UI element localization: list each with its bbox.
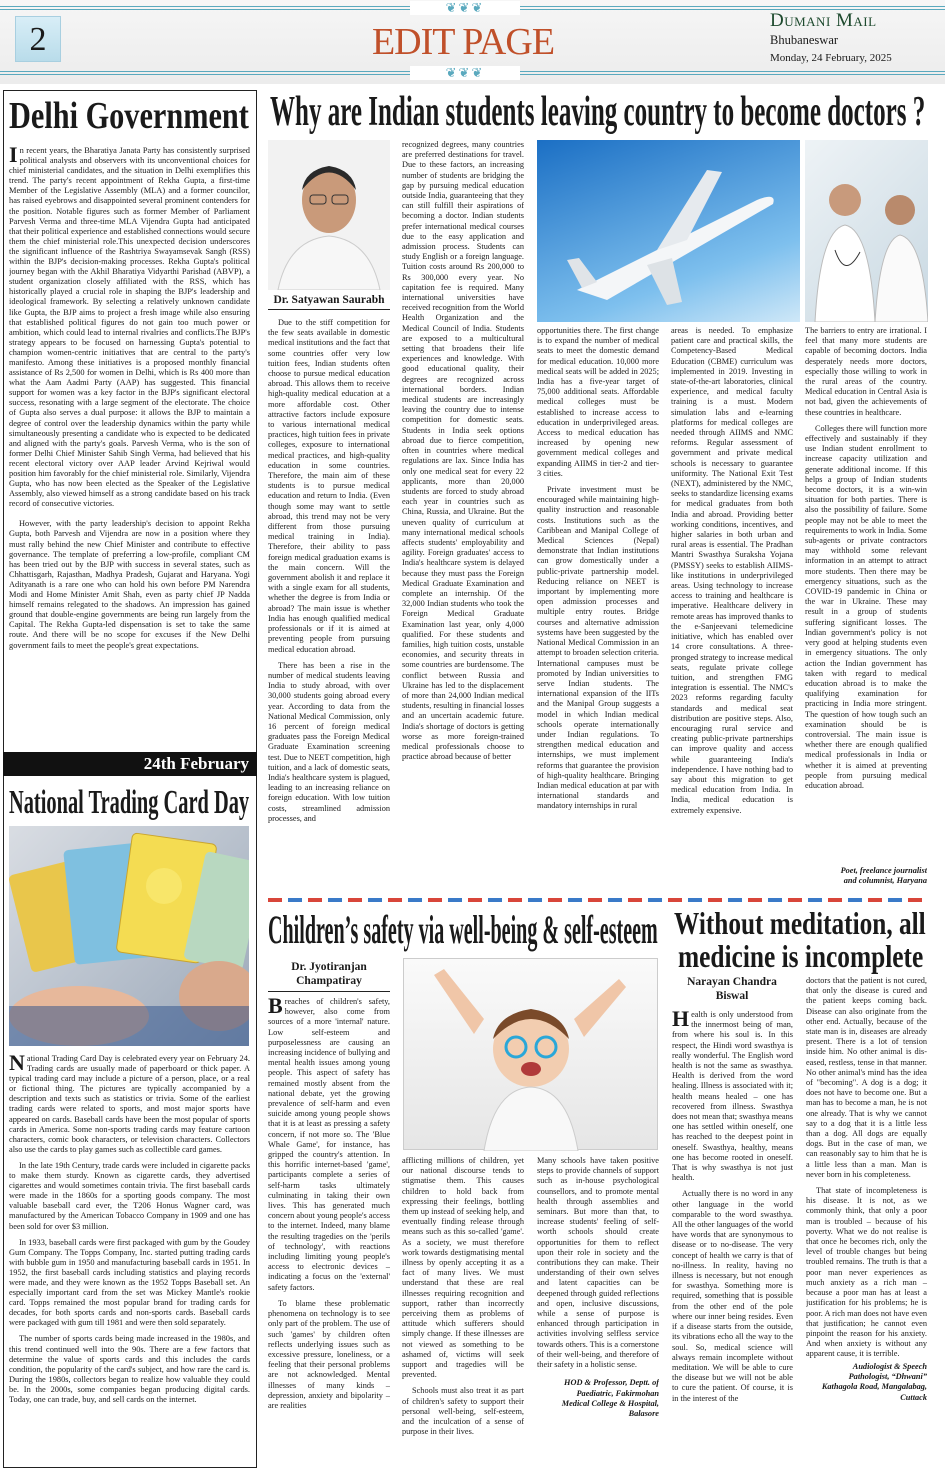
paragraph: doctors that the patient is not cured, that only the disease is cured and the patient keeps coming back. Disease can also originate from the other end. Actually, because of the state man is in, diseases are already present. There is a lot of tension inside him. No other animal is dis-eased, restless, tense in that manner. No other animal's mind has the idea of "becoming". A dog is a dog; it does not have to become one. But a man has to become a man, he is not one already. That is why we cannot say to a dog that it is a little less than a dog. All dogs are equally dogs. But in the case of man, we can reasonably say to him that he is a little less than a man. Man is never born in his completeness. xyxy=(806,976,927,1179)
edition-city: Bhubaneswar xyxy=(770,33,839,47)
meditation-signature xyxy=(806,1362,927,1404)
drop-cap: B xyxy=(268,997,283,1018)
author-line: Dr. Jyotiranjan xyxy=(291,961,367,973)
edition-date: Monday, 24 February, 2025 xyxy=(770,52,892,64)
airplane-image xyxy=(537,140,800,322)
signature-line: Poet, freelance journalist xyxy=(840,866,927,875)
meditation-headline-line-2: medicine is incomplete xyxy=(678,938,924,974)
doctors-headline: Why are Indian students leaving country to become doctors ? xyxy=(270,89,926,135)
trading-cards-photo xyxy=(9,826,249,1046)
paragraph: Actually there is no word in any other language in the world comparable to the word swasthya. All the other languages of the world have words that are synonymous to disease or to no-disease. The very concept of health we carry is that of no-illness. In reality, having no illness is necessary, but not enough for swasthya. Something more is required, something that is possible from the other end of the pole where our inner being resides. Even if a disease starts from the outside, its vibrations echo all the way to the soul. So, medical science will always remain incomplete without meditation. We will be able to cure the disease but we will not be able to cure the patient. Of course, it is in the interest of the xyxy=(672,1189,793,1403)
delhi-headline: Delhi Government xyxy=(9,95,249,137)
paragraph: Schools must also treat it as part of children's safety to support their personal well-being, self-esteem, and the inculcation of a sense of purpose in their lives. xyxy=(402,1386,524,1437)
paragraph: To blame these problematic phenomena on technology is to see only part of the problem. The use of such 'games' by children often reflects underlying issues such as excessive pressure, loneliness, or a feeling that their personal problems are not acknowledged. Mental illnesses of many kinds – depression, anxiety and bipolarity – are realities xyxy=(268,1298,390,1410)
doctors-column-3 xyxy=(537,326,659,890)
children-author xyxy=(268,960,390,988)
paragraph: Colleges there will function more effectively and sustainably if they use Indian student enrollment to increase capacity utilization and generate additional income. If this helps a group of Indian students become doctors, it is a win-win situation for both parties. There is also the possibility of failure. Some people may not be able to meet the requirements to work in India. Some sub-agents or private contractors may withhold some relevant information in an attempt to attract more students. Then there may be emergency situations, such as the COVID-19 pandemic in China or the war in Ukraine. These may result in a group of students suffering significant losses. The Indian government's policy is not very good at helping students even in emergency situations. The only action the Indian government has taken with regard to medical education abroad is to make the qualifying examination for practicing in India more stringent. The question of how tough such an examination should be is controversial. The main issue is whether there are enough qualified medical professionals in India or whether it is aimed at preventing people from pursuing medical education abroad. xyxy=(805,423,927,790)
doctors-signature xyxy=(805,866,927,892)
drop-cap: I xyxy=(9,146,18,167)
meditation-column-2 xyxy=(806,976,927,1466)
signature-line: Balasore xyxy=(628,1409,659,1419)
paragraph: In recent years, the Bharatiya Janata Party has consistently surprised political analysts and observers with its unconventional choices for chief ministerial candidates, and the situation in Delhi exemplifies this trend. The party's recent appointment of Rekha Gupta, a first-time Member of the Legislative Assembly (MLA) and a former councilor, has raised eyebrows and disappointed several prominent contenders for the position. Notable figures such as former Member of Parliament Parvesh Verma and three-time MLA Vijendra Gupta had anticipated that their political experience and established connections would secure them the chief ministerial role.This unexpected decision underscores the significant influence of the Rashtriya Swayamsevak Sangh (RSS) within the BJP's decision-making processes. Rekha Gupta's political journey began with the Akhil Bharatiya Vidyarthi Parishad (ABVP), a student organization closely affiliated with the RSS, which has historically played a crucial role in shaping the BJP's leadership and ideological framework. By selecting a relatively unknown candidate like Gupta, the BJP aims to project a fresh image while also ensuring that established political figures do not gain too much power or ambition, which could lead to internal rivalries and conflicts.The BJP's strategy appears to be focused on harnessing Gupta's potential to champion women-centric initiatives that are central to the party's manifesto. Among these initiatives is a proposed monthly financial assistance of Rs 2,500 for women in Delhi, which is Rs 400 more than what the Aam Aadmi Party (AAP) has suggested. This financial support for women was a key factor in the BJP's significant electoral success, resonating with a large segment of the electorate. The choice of Gupta also serves a dual purpose: it allows the BJP to maintain a degree of control over the leadership dynamics within the party while simultaneously presenting a candidate who is expected to be dedicated and aligned with the party's goals. Parvesh Verma, who is the son of former Delhi Chief Minister Sahib Singh Verma, had believed that his recent electoral victory over AAP leader Arvind Kejriwal would position him favorably for the chief ministerial role. Similarly, Vijendra Gupta, who has now been elected as the Speaker of the Legislative Assembly, also viewed himself as a strong candidate based on his track record of consecutive victories. xyxy=(9,146,250,509)
paragraph: Breaches of children's safety, however, also come from sources of a more 'internal' nature. Low self-esteem and purposelessness are causing an increasing incidence of bullying and mental health issues among young people. This aspect of safety has remained mostly absent from the national debate, yet the growing prevalence of self-harm and even suicide among young people shows that it is at least as pressing a safety concern, if not more so. The 'Blue Whale Game', for instance, has gripped the country's attention. In this horrific internet-based 'game', participants complete a series of self-harm tasks ultimately culminating in taking their own lives. This has generated much concern about young people's access to the internet. Indeed, many blame the resulting tragedies on the 'perils of technology', with reactions including limiting young people's access to electronic devices – indicating a focus on the 'external' safety factors. xyxy=(268,997,390,1292)
divider xyxy=(268,991,390,992)
newspaper-brand: Dumani Mail xyxy=(770,10,877,31)
date-banner: 24th February xyxy=(3,752,257,776)
paragraph: Many schools have taken positive steps to provide channels of support such as in-house psychological counsellors, and to promote mental health through assemblies and seminars. But more than that, to increase students' feeling of self-worth schools should create opportunities for them to reflect upon their role in society and the contributions they can make. Their understanding of their own selves and latent capacities can be deepened through guided reflections and open, inclusive discussions, while a sense of purpose is enhanced through participation in activities involving selfless service towards others. This is a cornerstone of their well-being, and therefore of their safety in a holistic sense. xyxy=(537,1156,659,1370)
airmail-divider xyxy=(268,898,928,902)
doctors-author: Dr. Satyawan Saurabh xyxy=(273,294,385,306)
doctors-column-2 xyxy=(402,140,524,890)
paragraph: In 1933, baseball cards were first packaged with gum by the Goudey Gum Company. The Topps Company, Inc. started putting trading cards with bubble gum in 1950 and manufacturing baseball cards in 1951. In 1952, the first baseball cards including statistics and playing records were made, and they were known as the 1952 Topps Baseball set. An especially important card from the set was Mickey Mantle's rookie card. Topps remained the most popular brand for trading cards for decades, for both sports cards and non-sports cards. Baseball cards were packaged with gum till 1981 and were then sold separately. xyxy=(9,1237,250,1328)
paragraph: In the late 19th Century, trade cards were included in cigarette packs to make them sturdy. Known as cigarette cards, they advertised cigarettes and would sometimes contain trivia. The first baseball cards were made in the 1860s for a sporting goods company. The most valuable baseball card ever, the T206 Honus Wagner card, was manufactured by the American Tobacco Company in 1909 and one has been sold for over $3 million. xyxy=(9,1160,250,1231)
author-photo xyxy=(268,140,390,290)
children-column-3 xyxy=(537,1156,659,1465)
signature-line: HOD & Professor, Deptt. of xyxy=(564,1378,659,1388)
ornament-icon: ❦❦❦ xyxy=(410,1,520,15)
signature-line: Medical College & Hospital, xyxy=(561,1399,659,1409)
children-signature xyxy=(537,1378,659,1420)
children-column-1 xyxy=(268,997,390,1465)
doctors-column-5 xyxy=(805,326,927,866)
happy-child-photo xyxy=(403,958,658,1150)
paragraph: recognized degrees, many countries are preferred destinations for travel. Due to these factors, an increasing number of students are bridging the gap by pursuing medical education outside India, guaranteeing that they can still fulfill their aspirations of becoming a doctor. Indian students prefer international medical courses due to the easy application and admission process. Students can study English or a foreign language. Tuition costs around Rs 200,000 to Rs 300,000 every year. No capitation fee is required. Many international universities have received recognition from the World Health Organization and the Medical Council of India. Students are exposed to a multicultural setting that broadens their life experiences and knowledge. With good educational quality, their degrees are recognized across international borders. Indian medical students are increasingly leaving the country due to intense competition for domestic seats. Students in India seek options abroad due to fierce competition, often in countries where medical regulations are lax. Since India has only one medical seat for every 22 applicants, more than 20,000 students are forced to study abroad each year in countries such as China, Russia, and Ukraine. But the uneven quality of curriculum at many international medical schools affects students' employability and agility. Foreign graduates' access to India's healthcare system is delayed because they must pass the Foreign Medical Graduate Examination and complete an internship. Of the 32,000 Indian students who took the Foreign Medical Graduate Examination last year, only 4,000 qualified. For these students and families, high tuition costs, unstable economies, and security threats in some countries are burdensome. The conflict between Russia and Ukraine has led to the displacement of more than 24,000 Indian medical students, resulting in financial losses and an uncertain academic future. India's shortage of doctors is getting worse as more foreign-trained medical professionals choose to practice abroad because of better xyxy=(402,140,524,762)
signature-line: Paediatric, Fakirmohan xyxy=(576,1388,659,1398)
delhi-article-body xyxy=(9,146,250,744)
meditation-column-1 xyxy=(672,1010,793,1465)
paragraph: There has been a rise in the number of medical students leaving India to study abroad, with over 30,000 students going abroad every year. According to data from the National Medical Commission, only 16 percent of foreign medical graduates pass the Foreign Medical Graduate Examination screening test. Due to NEET competition, high tuition, and a lack of domestic seats, India's healthcare system is plagued, leading to an increasing reliance on foreign education. With low tuition costs, streamlined admission processes, and xyxy=(268,660,390,823)
paragraph: afflicting millions of children, yet our national discourse tends to stigmatise them. This causes children to hold back from expressing their feelings, bottling them up instead of seeking help, and eventually finding release through means such as this so-called 'game'. As a society, we must therefore work towards destigmatising mental illness by openly accepting it as a fact of many lives. We must understand that these are real illnesses requiring recognition and support, rather than incorrectly perceiving them as problems of attitude which sufferers should simply change. If these illnesses are not viewed as something to be ashamed of, victims will seek support and tragedies will be prevented. xyxy=(402,1156,524,1380)
signature-line: Pathologist, “Dhwani” xyxy=(848,1371,927,1381)
trading-cards-image xyxy=(9,826,249,1046)
author-line: Narayan Chandra xyxy=(687,976,777,988)
signature-line: Audiologist & Speech xyxy=(852,1361,927,1371)
author-portrait-image xyxy=(268,140,390,290)
drop-cap: N xyxy=(9,1054,25,1075)
page-number: 2 xyxy=(15,16,61,62)
airplane-photo xyxy=(537,140,800,322)
paragraph: areas is needed. To emphasize patient care and practical skills, the Competency-Based Medical Education (CBME) curriculum was implemented in 2019. Investing in state-of-the-art laboratories, clinical experience, and medical faculty training is a must. Modern simulation labs and e-learning platforms for medical colleges are needed through AIIMS and NMC reforms. Regular assessment of government and private medical schools is necessary to guarantee uniformity. The National Exit Test (NEXT), administered by the NMC, seeks to standardize licensing exams for medical graduates from both India and abroad. Providing better working conditions, incentives, and higher salaries in both urban and rural areas is essential. The Pradhan Mantri Swasthya Suraksha Yojana (PMSSY) seeks to establish AIIMS-like institutions in underprivileged areas. Using technology to increase access to training and healthcare is imperative. Healthcare delivery in remote areas has improved thanks to the e-Sanjeevani telemedicine initiative, which has enabled over 14 crore consultations. A three-pronged strategy to increase medical seats, regulate private college tuition, and strengthen FMG integration is essential. The NMC's 2023 reforms regarding faculty standards and medical seat distribution are positive steps. Also, encouraging rural service and creating public-private partnerships can improve quality and access while guaranteeing India's independence. I have nothing bad to say about this migration to get medical education from India. In India, medical education is extremely expensive. xyxy=(671,326,793,815)
author-line: Champatiray xyxy=(296,975,362,987)
author-line: Biswal xyxy=(715,990,749,1002)
card-day-article-body xyxy=(9,1054,250,1462)
paragraph: That state of incompleteness is his disease. It is not, as we commonly think, that only a poor man is troubled – because of his poverty. What we do not realise is that once he becomes rich, only the level of trouble changes but being troubled remains. The truth is that a poor man never experiences as much anxiety as a rich man – because a poor man has at least a justification for his problems; he is poor. A rich man does not have even that justification; he cannot even pinpoint the reason for his anxiety. And when anxiety is without any apparent cause, it is terrible. xyxy=(806,1186,927,1359)
drop-cap: H xyxy=(672,1010,690,1031)
doctors-image xyxy=(805,140,928,322)
doctors-column-1 xyxy=(268,318,390,890)
paragraph: Health is only understood from the innermost being of man, from where his soul is. In this respect, the Hindi word swasthya is really wonderful. The English word health is not the same as swasthya. Health is derived from the word healing. Illness is associated with it; health means healed – one has recovered from illness. Swasthya does not mean that; swasthya means one has settled within oneself, one has reached to the deepest point in oneself. Swasthya, healthy, means one has become rooted in oneself. That is why swasthya is not just health. xyxy=(672,1010,793,1183)
signature-line: Cuttack xyxy=(900,1392,927,1402)
child-image xyxy=(404,959,659,1151)
doctors-column-4 xyxy=(671,326,793,890)
meditation-author xyxy=(672,975,792,1003)
ornament-icon: ❦❦❦ xyxy=(410,66,520,80)
paragraph: opportunities there. The first change is to expand the number of medical seats to meet the domestic demand for medical education. 10,000 more medical seats will be added in 2025; India has a five-year target of 75,000 additional seats. Affordable medical colleges must be established to increase access to education in underprivileged areas. Access to medical education has increased by opening new government medical colleges and expanding AIIMS in tier-2 and tier-3 cities. xyxy=(537,326,659,478)
paragraph: National Trading Card Day is celebrated every year on February 24. Trading cards are usually made of paperboard or thick paper. A typical trading card may include a picture of a person, place, or a real or fictional thing. The pictures are typically accompanied by a description and texts such as statistics or trivia. Some of the earliest trading cards were related to sports, and most major sports have appeared on cards. Baseball cards have been the most popular of sports cards in America. Some non-sports trading cards may feature cartoon characters, comic book characters, or television characters. Collectors also use the cards to play games such as collectible card games. xyxy=(9,1054,250,1154)
paragraph: The number of sports cards being made increased in the 1980s, and this trend continued well into the 90s. There are a few factors that determine the value of sports cards and this includes the cards condition, the popularity of the card's subject, and how rare the card is. During the 1980s, collectors began to realize how valuable they could be. In the 2000s, some companies began producing digital cards. Today, one can trade, buy, and sell cards on the internet. xyxy=(9,1334,250,1404)
paragraph: However, with the party leadership's decision to appoint Rekha Gupta, both Parvesh and Vijendra are now in a position where they must rally behind the new Chief Minister and contribute to effective governance. The template of preferring a low-profile, compliant CM has been tried out by the BJP with success in several states, such as Chhattisgarh, Rajasthan, Madhya Pradesh, Gujarat and Haryana. Yogi Adityanath is a rare one who can hold his own before PM Narendra Modi and Home Minister Amit Shah, even as party chief JP Nadda himself remains relegated to the shadows. An impression has gained ground that double-engine governments are being run largely from the Capital. The Rekha Gupta-led dispensation is set to take the same route. And there will be no scope for excuses if the New Delhi government fails to meet the people's great expectations. xyxy=(9,519,250,650)
children-column-2 xyxy=(402,1156,524,1465)
doctors-photo xyxy=(805,140,928,322)
section-title: EDIT PAGE xyxy=(371,21,555,63)
meditation-headline-line-1: Without meditation, all xyxy=(674,905,926,941)
signature-line: Kathagola Road, Mangalabag, xyxy=(821,1382,927,1392)
paragraph: Private investment must be encouraged while maintaining high-quality instruction and reasonable costs. Institutions such as the Caribbean and Manipal College of Medical Sciences (Nepal) demonstrate that Indian institutions can grow domestically under a public-private partnership model. Reducing reliance on NEET is important by implementing more open admission processes and multiple entry routes. Bridge courses and alternative admission systems have been suggested by the National Medical Commission in an attempt to broaden selection criteria. International campuses must be promoted by Indian universities to serve Indian students. The international expansion of the IITs and the Manipal Group suggests a model in which Indian medical schools operate internationally under Indian regulations. To strengthen medical education and internships, we must implement reforms that guarantee the provision of high-quality healthcare. Bringing Indian medical education at par with international standards and mandatory internships in rural xyxy=(537,485,659,811)
paragraph: Due to the stiff competition for the few seats available in domestic medical institutions and the fact that some countries offer very low tuition fees, Indian students often choose to pursue medical education abroad. This allows them to receive high-quality medical education at a more affordable cost. Other attractive factors include exposure to various international medical practices, high tuition fees in private colleges, exposure to international medical practices, and high-quality education in some countries. Therefore, the main aim of these students is to pursue medical education and return to India. (Even though some may want to settle abroad, this trend may not be very different from those pursuing medical training in India). Therefore, their ability to pass foreign medical graduation exams is the main concern. Will the government abolish it and replace it with a single exam for all students, whether the degree is from India or abroad? The main issue is whether India has enough qualified medical professionals or if it is aimed at preventing people from pursuing medical education abroad. xyxy=(268,318,390,654)
card-day-headline: National Trading Card Day xyxy=(9,784,250,821)
signature-line: and columnist, Haryana xyxy=(843,876,927,886)
paragraph: The barriers to entry are irrational. I feel that many more students are capable of becoming doctors. India desperately needs more doctors, especially those willing to work in the rural areas of the country. Medical education in Central Asia is not bad, given the achievements of these countries in healthcare. xyxy=(805,326,927,417)
divider xyxy=(268,309,390,310)
children-headline: Children’s safety via well-being & self-esteem xyxy=(268,907,658,952)
